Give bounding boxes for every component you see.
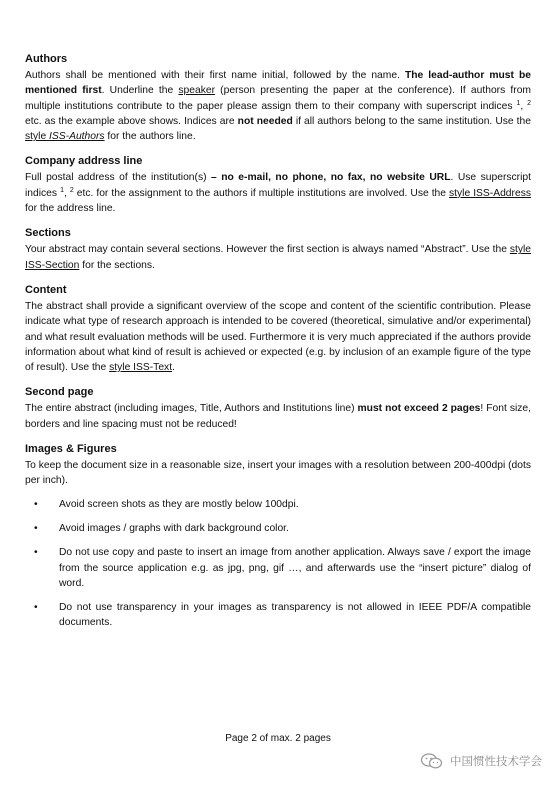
list-item: • Do not use copy and paste to insert an image from another application. Always save / export the image from the source application e.g. as jpg, png, gif …, and afterwards use the “insert picture” dialog of word. [34,547,531,589]
wechat-icon [420,753,444,769]
section-heading-sections: Sections [25,227,71,240]
watermark [420,753,542,769]
paragraph-authors: Authors shall be mentioned with their first name initial, followed by the name. The lead-author must be mentioned first. Underline the speaker (person presenting the paper at the conference). If authors from multiple institutions contribute to the paper please assign them to their company with superscript indices $^1$, $^2$ etc. as the example above shows. Indices are not needed if all authors belong to the same institution. Use the style ISS-Authors for the authors line. [25,70,531,143]
watermark-text: 中国惯性技术学会 [450,756,542,768]
paragraph-second-page: The entire abstract (including images, Title, Authors and Institutions line) must not exceed 2 pages! Font size, borders and line spacing must not be reduced! [25,403,532,430]
bullet-icon: • [34,547,38,559]
section-heading-authors: Authors [25,53,68,65]
images-bullet-list [25,497,531,631]
section-authors [25,52,531,144]
section-heading-second-page: Second page [25,386,94,399]
section-heading-images: Images & Figures [25,443,117,456]
section-sections [25,226,531,273]
page-footer: Page 2 of max. 2 pages [225,733,331,744]
section-second-page [25,385,531,432]
paragraph-content: The abstract shall provide a significant overview of the scope and content of the scientific contribution. Please indicate what type of research approach is intended to be covered (theoretical, simulative and/or experimental) and what result evaluation methods will be used. Furthermore it is very much appreciated if the authors provide information about what kind of result is achieved or expected (e.g. by inclusion of an example figure of the type of result). Use the style ISS-Text. [25,300,531,374]
list-item: • Avoid images / graphs with dark background color. [25,521,531,536]
document-page [25,52,531,641]
section-content [25,283,531,375]
paragraph-sections: Your abstract may contain several sections. However the first section is always named “Abstract”. Use the style ISS-Section for the sections. [25,244,531,271]
section-heading-content: Content [25,283,67,296]
bullet-icon: • [34,522,38,534]
section-heading-company: Company address line [25,155,143,168]
paragraph-company: Full postal address of the institution(s) – no e-mail, no phone, no fax, no website URL. Use superscript indices $^1$, $^2$ etc. for the assignment to the authors if multiple institutions are involved. Use the style ISS-Address for the address line. [25,172,531,215]
list-item: • Avoid screen shots as they are mostly below 100dpi. [25,497,531,512]
bullet-icon: • [34,498,38,510]
list-item: • Do not use transparency in your images as transparency is not allowed in IEEE PDF/A compatible documents. [34,602,531,629]
section-company-address [25,154,531,216]
paragraph-images-intro: To keep the document size in a reasonable size, insert your images with a resolution between 200-400dpi (dots per inch). [25,460,531,487]
bullet-icon: • [34,602,38,614]
section-images [25,442,531,631]
